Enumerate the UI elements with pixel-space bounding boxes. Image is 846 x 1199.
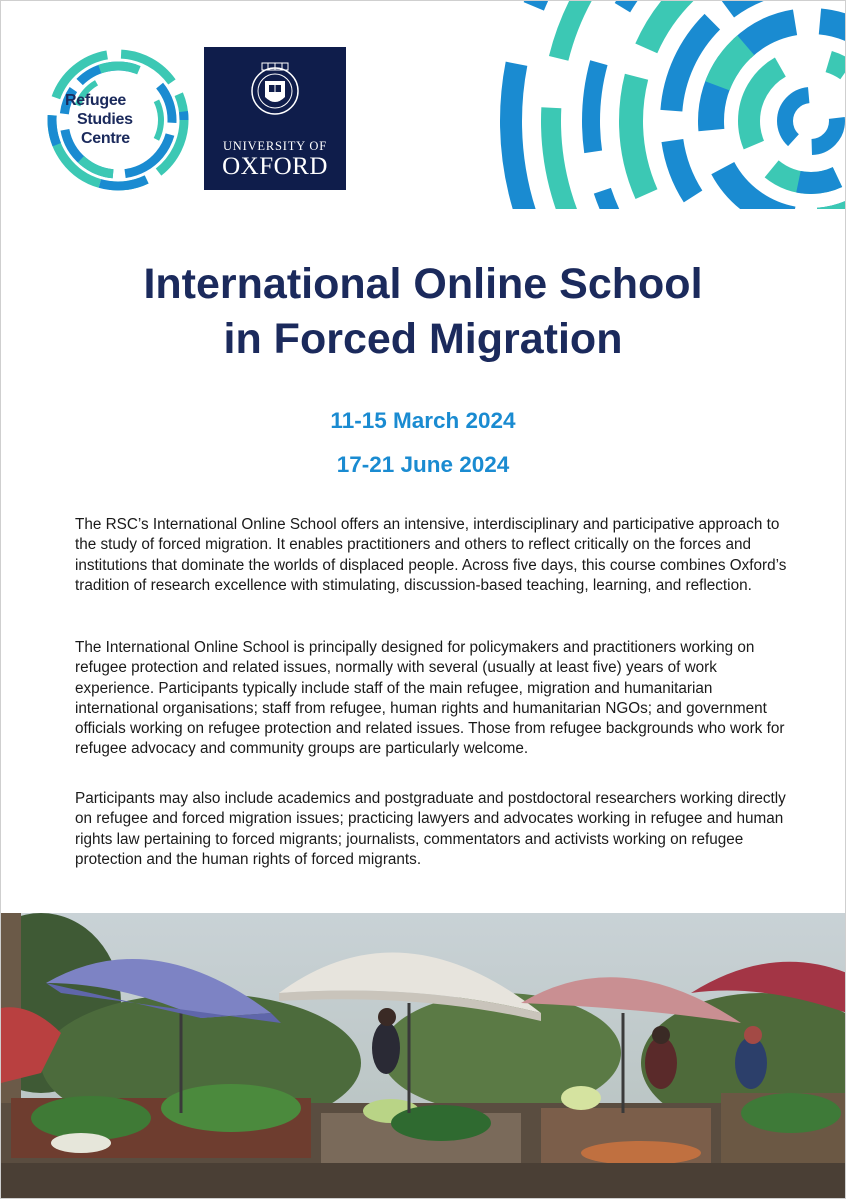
- university-of-oxford-logo: [204, 47, 346, 190]
- date-session-2: 17-21 June 2024: [336, 452, 510, 477]
- course-dates: [1, 399, 845, 487]
- refugee-studies-centre-logo: [43, 45, 193, 195]
- rsc-logo-line: Centre: [81, 130, 130, 147]
- date-session-1: 11-15 March 2024: [330, 408, 516, 433]
- decorative-arcs-graphic: [421, 1, 846, 211]
- oxford-logo-line1: UNIVERSITY OF: [222, 139, 328, 153]
- market-umbrellas-illustration: [1, 913, 846, 1199]
- page-title: [1, 257, 845, 367]
- title-line2: in Forced Migration: [223, 315, 623, 363]
- title-line1: International Online School: [143, 260, 703, 308]
- rsc-logo-line: Refugee: [65, 92, 127, 109]
- intro-paragraph: The RSC’s International Online School offers an intensive, interdisciplinary and participative approach to the study of forced migration. It enables practitioners and others to reflect critically on the forces and institutions that dominate the worlds of displaced people. Across five days, this course combines Oxford’s tradition of research excellence with stimulating, discussion-based teaching, learning, and reflection.: [75, 516, 787, 594]
- audience-paragraph: The International Online School is principally designed for policymakers and practitioners working on refugee protection and related issues, normally with several (usually at least five) years of work experience. Participants typically include staff of the main refugee, migration and humanitarian international organisations; staff from refugee, human rights and humanitarian NGOs; and government officials working on refugee protection and related issues. Those from refugee backgrounds who work for refugee advocacy and community groups are particularly welcome.: [75, 639, 785, 758]
- rsc-logo-line: Studies: [77, 111, 133, 128]
- oxford-crest-icon: [250, 59, 300, 131]
- market-stalls-photo: [1, 913, 846, 1199]
- rsc-logo-text: [65, 91, 175, 148]
- oxford-logo-line2: OXFORD: [222, 153, 328, 180]
- participants-paragraph: Participants may also include academics and postgraduate and postdoctoral researchers working directly on refugee and forced migration issues; practicing lawyers and advocates working in refugee and human rights law pertaining to forced migrants; journalists, commentators and activists working on refugee protection and the human rights of forced migrants.: [75, 790, 786, 868]
